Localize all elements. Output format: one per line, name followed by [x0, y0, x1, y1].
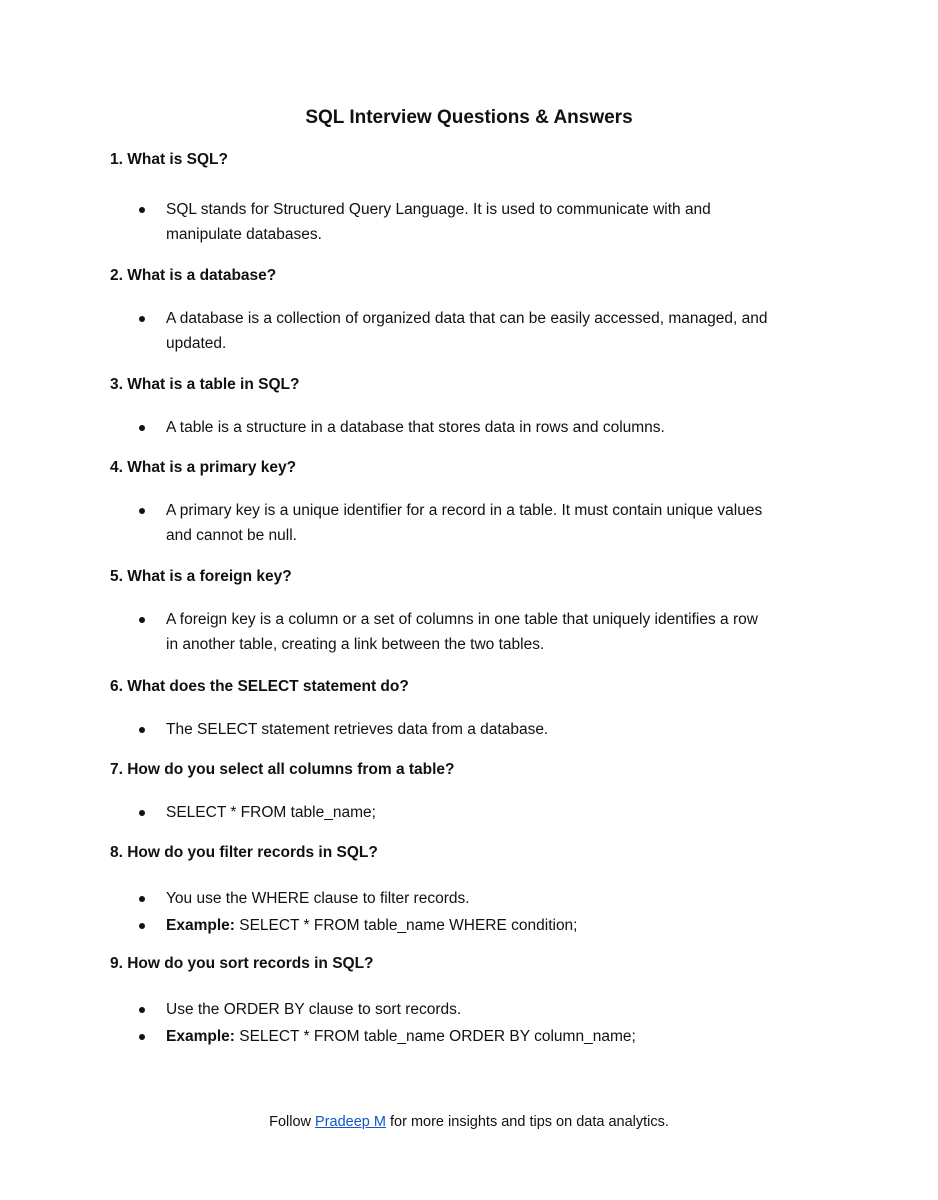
bullet-icon — [139, 425, 145, 431]
answer-list — [110, 800, 830, 825]
document-title: SQL Interview Questions & Answers — [305, 107, 633, 128]
answer-list — [110, 885, 830, 939]
answer-item — [110, 197, 830, 247]
bullet-icon — [139, 1034, 145, 1040]
question-heading: 9. How do you sort records in SQL? — [110, 955, 374, 972]
qa-item-5 — [110, 567, 830, 657]
bullet-icon — [139, 923, 145, 929]
answer-item — [110, 996, 830, 1023]
qa-item-7 — [110, 760, 830, 825]
answer-text: The SELECT statement retrieves data from a database. — [166, 721, 549, 738]
answer-item — [110, 607, 830, 657]
footer-prefix: Follow — [269, 1114, 316, 1130]
example-code: SELECT * FROM table_name WHERE condition; — [234, 917, 578, 934]
answer-item — [110, 306, 830, 356]
question-heading: 8. How do you filter records in SQL? — [110, 844, 378, 861]
example-code: SELECT * FROM table_name ORDER BY column_name; — [234, 1028, 636, 1045]
example-label: Example: — [166, 1028, 235, 1045]
bullet-icon — [139, 617, 145, 623]
answer-text: A primary key is a unique identifier for a record in a table. It must contain unique values — [166, 502, 763, 519]
qa-item-1 — [110, 150, 830, 247]
answer-list — [110, 607, 830, 657]
question-heading: 7. How do you select all columns from a table? — [110, 761, 455, 778]
qa-item-9 — [110, 954, 830, 1050]
answer-text-continued: in another table, creating a link between the two tables. — [166, 636, 545, 653]
answer-item — [110, 498, 830, 548]
question-heading: 5. What is a foreign key? — [110, 568, 292, 585]
answer-text: A database is a collection of organized data that can be easily accessed, managed, and — [166, 310, 768, 327]
answer-item — [110, 717, 830, 742]
author-link[interactable]: Pradeep M — [315, 1114, 386, 1130]
answer-list — [110, 996, 830, 1050]
qa-item-3 — [110, 375, 830, 440]
answer-text: SELECT * FROM table_name; — [166, 804, 376, 821]
answer-text-continued: manipulate databases. — [166, 226, 322, 243]
bullet-icon — [139, 508, 145, 514]
answer-list — [110, 415, 830, 440]
answer-text-continued: and cannot be null. — [166, 527, 297, 544]
example-label: Example: — [166, 917, 235, 934]
question-heading: 1. What is SQL? — [110, 151, 228, 168]
qa-item-8 — [110, 843, 830, 939]
answer-text: A foreign key is a column or a set of columns in one table that uniquely identifies a row — [166, 611, 758, 628]
bullet-icon — [139, 896, 145, 902]
question-heading: 6. What does the SELECT statement do? — [110, 678, 409, 695]
bullet-icon — [139, 810, 145, 816]
answer-list — [110, 306, 830, 356]
bullet-icon — [139, 207, 145, 213]
qa-item-4 — [110, 458, 830, 548]
answer-item — [110, 800, 830, 825]
answer-text-continued: updated. — [166, 335, 227, 352]
qa-item-6 — [110, 677, 830, 742]
answer-item — [110, 885, 830, 912]
answer-text: SQL stands for Structured Query Language. It is used to communicate with and — [166, 201, 711, 218]
qa-item-2 — [110, 266, 830, 356]
question-heading: 3. What is a table in SQL? — [110, 376, 300, 393]
question-heading: 2. What is a database? — [110, 267, 277, 284]
answer-text: Use the ORDER BY clause to sort records. — [166, 1001, 462, 1018]
answer-list — [110, 197, 830, 247]
footer — [0, 1112, 938, 1132]
answer-list — [110, 717, 830, 742]
footer-suffix: for more insights and tips on data analytics. — [385, 1114, 669, 1130]
answer-item-example — [110, 1023, 830, 1050]
bullet-icon — [139, 316, 145, 322]
answer-text: You use the WHERE clause to filter records. — [166, 890, 470, 907]
question-heading: 4. What is a primary key? — [110, 459, 297, 476]
answer-item — [110, 415, 830, 440]
bullet-icon — [139, 1007, 145, 1013]
answer-list — [110, 498, 830, 548]
answer-item-example — [110, 912, 830, 939]
bullet-icon — [139, 727, 145, 733]
answer-text: A table is a structure in a database that stores data in rows and columns. — [166, 419, 665, 436]
